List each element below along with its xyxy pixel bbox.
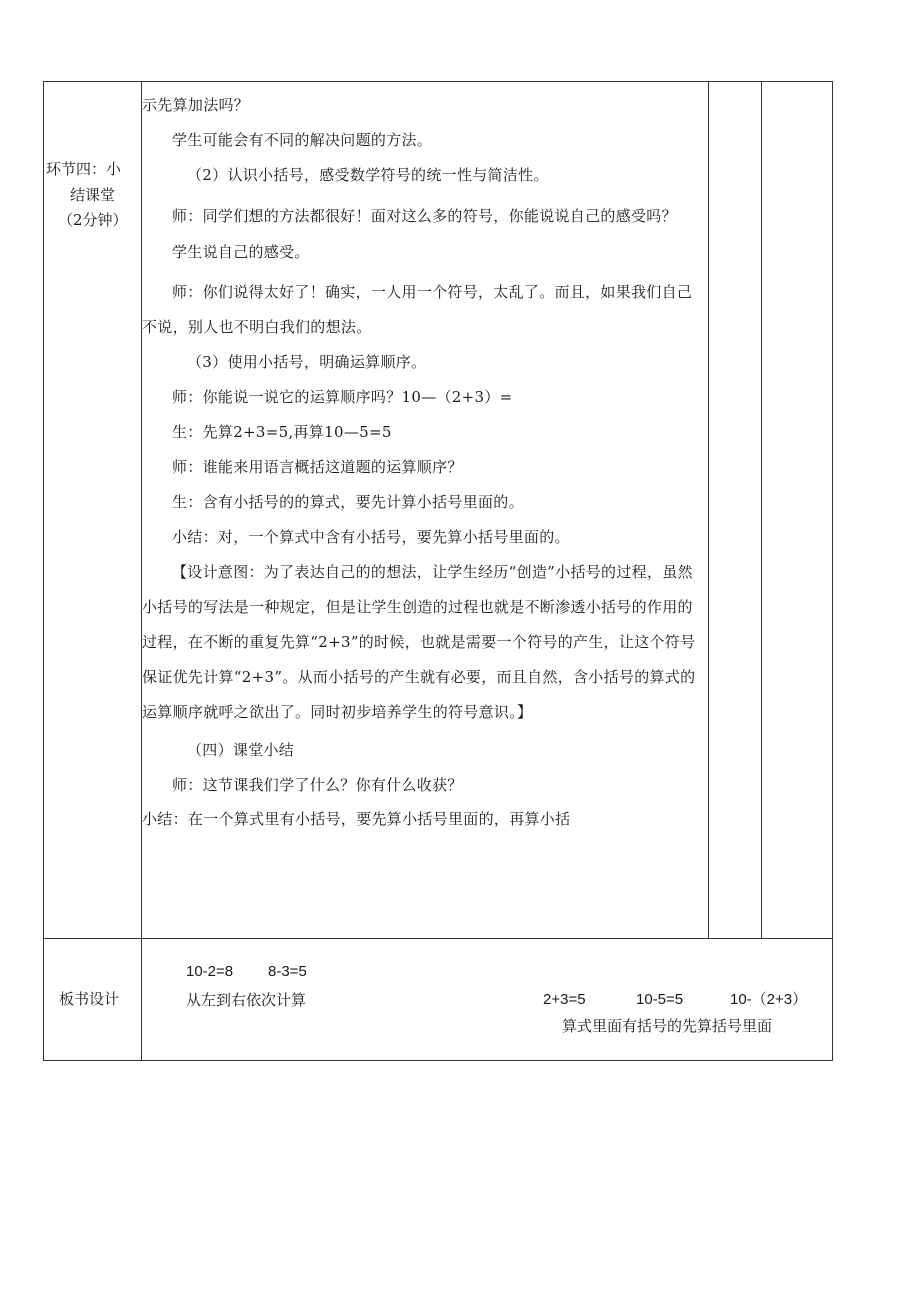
- para-11: 生：含有小括号的的算式，要先计算小括号里面的。: [172, 493, 524, 511]
- col-divider-3: [761, 81, 762, 938]
- board-eq-3: 2+3=5: [543, 991, 586, 1008]
- design-intent: 【设计意图：为了表达自己的的想法，让学生经历“创造”小括号的过程，虽然小括号的写法是一种规定，但是让学生创造的过程也就是不断渗透小括号的作用的过程，在不断的重复先算“2+3”的时候，也就是需要一个符号的产生，让这个符号保证优先计算“2+3”。从而小括号的产生就有必要，而且自然，含小括号的算式的运算顺序就呼之欲出了。同时初步培养学生的符号意识。】: [142, 563, 696, 721]
- board-left-rule: 从左到右依次计算: [186, 991, 307, 1009]
- para-7: （3）使用小括号，明确运算顺序。: [187, 353, 427, 371]
- para-6: 师：你们说得太好了！确实，一人用一个符号，太乱了。而且，如果我们自己不说，别人也不明白我们的想法。: [142, 283, 693, 336]
- board-eq-2: 8-3=5: [268, 963, 307, 980]
- board-eq-4: 10-5=5: [636, 991, 684, 1008]
- lesson-content: [142, 82, 707, 830]
- board-eq-5: 10-（2+3）: [730, 991, 808, 1008]
- para-5: 学生说自己的感受。: [172, 243, 310, 261]
- para-9: 生：先算2+3=5,再算10—5=5: [172, 423, 392, 441]
- para-3: （2）认识小括号，感受数学符号的统一性与简洁性。: [187, 166, 549, 184]
- para-16: 小结：在一个算式里有小括号，要先算小括号里面的，再算小括: [142, 810, 571, 828]
- col-divider-2: [708, 81, 709, 938]
- stage-label-line2: 结课堂: [70, 186, 116, 204]
- stage-label-line3: （2分钟）: [58, 211, 128, 229]
- board-right-rule: 算式里面有括号的先算括号里面: [562, 1017, 773, 1035]
- para-1: 示先算加法吗？: [142, 96, 250, 114]
- para-10: 师：谁能来用语言概括这道题的运算顺序？: [172, 458, 463, 476]
- para-15: 师：这节课我们学了什么？你有什么收获？: [172, 776, 463, 794]
- para-8: 师：你能说一说它的运算顺序吗？10—（2+3）=: [172, 388, 513, 406]
- board-eq-1: 10-2=8: [186, 963, 234, 980]
- para-12: 小结：对，一个算式中含有小括号，要先算小括号里面的。: [172, 528, 570, 546]
- board-label: 板书设计: [59, 990, 120, 1008]
- para-4: 师：同学们想的方法都很好！面对这么多的符号，你能说说自己的感受吗？: [172, 207, 677, 225]
- stage-label-line1: 环节四：小: [46, 160, 122, 178]
- para-14: （四）课堂小结: [187, 741, 295, 759]
- row-divider: [43, 938, 833, 939]
- para-2: 学生可能会有不同的解决问题的方法。: [172, 131, 433, 149]
